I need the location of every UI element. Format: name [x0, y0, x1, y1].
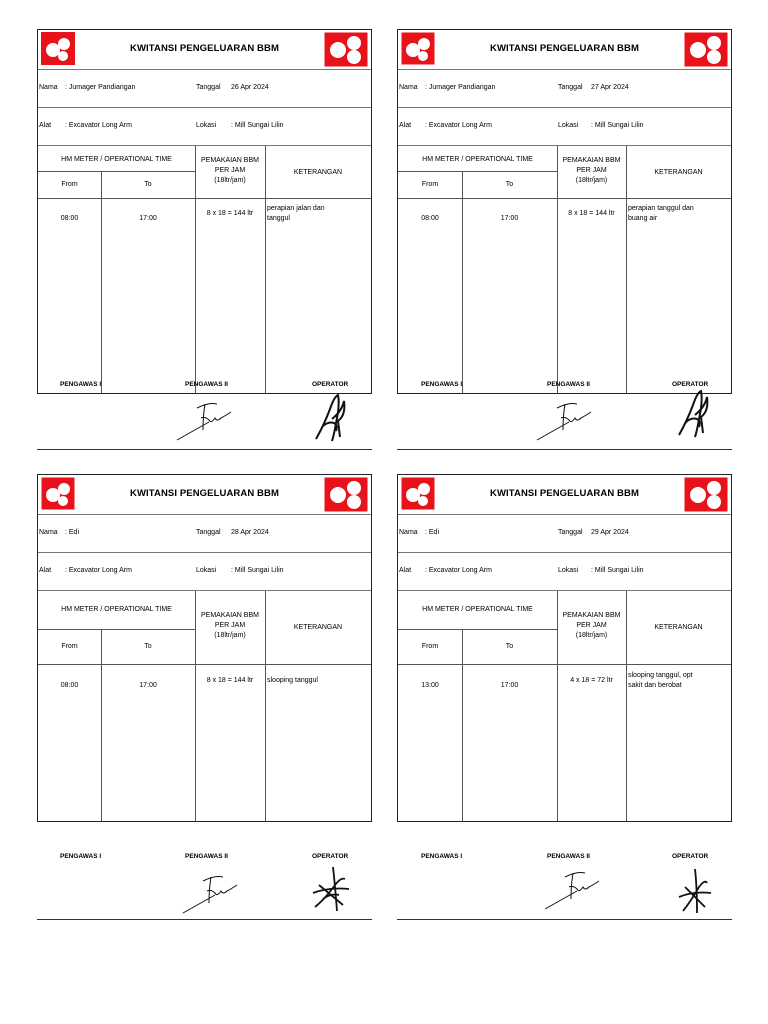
hm-meter-header: HM METER / OPERATIONAL TIME — [61, 606, 172, 613]
alat-label: Alat — [399, 567, 412, 574]
receipt-header — [38, 30, 371, 70]
nama-value: : Jumager Pandiangan — [65, 84, 136, 91]
pemakaian-value: 8 x 18 = 144 ltr — [206, 677, 254, 684]
nama-label: Nama — [39, 84, 58, 91]
row-nama-tanggal — [398, 70, 731, 108]
alat-label: Alat — [39, 122, 52, 129]
operator-signature — [675, 867, 715, 917]
tanggal-label: Tanggal — [196, 529, 221, 536]
pemakaian-value: 4 x 18 = 72 ltr — [570, 677, 613, 684]
pengawas2-label: PENGAWAS II — [185, 381, 228, 388]
alat-value: : Excavator Long Arm — [425, 122, 492, 129]
to-value: 17:00 — [139, 682, 157, 689]
company-logo-icon — [324, 32, 368, 67]
to-header: To — [505, 181, 514, 188]
row-alat-lokasi — [38, 553, 371, 591]
to-value: 17:00 — [500, 682, 519, 689]
hm-table — [398, 146, 731, 393]
alat-value: : Excavator Long Arm — [65, 122, 132, 129]
lokasi-label: Lokasi — [196, 122, 217, 129]
tanggal-value: 28 Apr 2024 — [231, 529, 269, 536]
from-value: 08:00 — [421, 215, 439, 222]
receipt-title: KWITANSI PENGELUARAN BBM — [130, 488, 279, 499]
pengawas2-label: PENGAWAS II — [185, 853, 228, 860]
hm-table — [38, 591, 371, 821]
row-nama-tanggal — [398, 515, 731, 553]
lokasi-label: Lokasi — [196, 567, 217, 574]
hm-table — [398, 591, 731, 821]
pengawas1-label: PENGAWAS I — [60, 853, 102, 860]
hm-table — [38, 146, 371, 393]
row-alat-lokasi — [398, 108, 731, 146]
from-value: 13:00 — [421, 682, 439, 689]
pemakaian-header: PEMAKAIAN BBM PER JAM (18ltr/jam) — [562, 157, 621, 184]
operator-label: OPERATOR — [672, 381, 709, 388]
lokasi-label: Lokasi — [558, 567, 579, 574]
to-value: 17:00 — [139, 215, 157, 222]
row-alat-lokasi — [38, 108, 371, 146]
pemakaian-value: 8 x 18 = 144 ltr — [206, 210, 254, 217]
receipt-title: KWITANSI PENGELUARAN BBM — [490, 488, 639, 499]
to-header: To — [144, 181, 152, 188]
receipt-box — [397, 29, 732, 394]
nama-label: Nama — [399, 84, 418, 91]
alat-label: Alat — [399, 122, 412, 129]
keterangan-value: slooping tanggul — [267, 677, 318, 684]
keterangan-header: KETERANGAN — [654, 169, 703, 176]
lokasi-value: : Mill Sungai Lilin — [591, 122, 644, 129]
pemakaian-header: PEMAKAIAN BBM PER JAM (18ltr/jam) — [201, 157, 259, 184]
receipt-title: KWITANSI PENGELUARAN BBM — [490, 43, 639, 54]
operator-signature — [309, 865, 353, 915]
lokasi-label: Lokasi — [558, 122, 579, 129]
keterangan-value: slooping tanggul, opt sakit dan berobat — [628, 672, 693, 689]
tanggal-value: 29 Apr 2024 — [591, 529, 629, 536]
tanggal-value: 27 Apr 2024 — [591, 84, 629, 91]
keterangan-header: KETERANGAN — [293, 169, 343, 176]
hm-meter-header: HM METER / OPERATIONAL TIME — [422, 606, 533, 613]
row-nama-tanggal — [38, 70, 371, 108]
company-logo-icon — [684, 32, 728, 67]
pengawas2-signature — [535, 396, 599, 442]
row-alat-lokasi — [398, 553, 731, 591]
operator-label: OPERATOR — [312, 381, 349, 388]
tanggal-label: Tanggal — [558, 529, 583, 536]
pengawas2-label: PENGAWAS II — [547, 381, 590, 388]
from-header: From — [421, 181, 439, 188]
from-value: 08:00 — [60, 682, 79, 689]
to-header: To — [505, 643, 514, 650]
tanggal-value: 26 Apr 2024 — [231, 84, 269, 91]
row-nama-tanggal — [38, 515, 371, 553]
pemakaian-header: PEMAKAIAN BBM PER JAM (18ltr/jam) — [562, 612, 621, 639]
nama-label: Nama — [39, 529, 58, 536]
operator-signature — [677, 387, 713, 439]
keterangan-value: perapian tanggul dan buang air — [628, 205, 694, 222]
operator-label: OPERATOR — [672, 853, 709, 860]
pengawas1-label: PENGAWAS I — [421, 381, 463, 388]
alat-label: Alat — [39, 567, 52, 574]
pemakaian-value: 8 x 18 = 144 ltr — [568, 210, 615, 217]
pengawas2-signature — [181, 869, 245, 915]
pengawas1-label: PENGAWAS I — [421, 853, 463, 860]
pemakaian-header: PEMAKAIAN BBM PER JAM (18ltr/jam) — [201, 612, 259, 639]
receipt-box — [37, 474, 372, 822]
keterangan-value: perapian jalan dan tanggul — [267, 205, 325, 222]
from-header: From — [421, 643, 439, 650]
receipt-box — [397, 474, 732, 822]
lokasi-value: : Mill Sungai Lilin — [591, 567, 644, 574]
from-header: From — [61, 181, 78, 188]
to-value: 17:00 — [500, 215, 519, 222]
keterangan-header: KETERANGAN — [654, 624, 703, 631]
pengawas1-label: PENGAWAS I — [60, 381, 102, 388]
from-header: From — [61, 643, 78, 650]
receipt-header — [38, 475, 371, 515]
receipt-header — [398, 475, 731, 515]
operator-signature — [314, 391, 350, 443]
pengawas2-label: PENGAWAS II — [547, 853, 590, 860]
hm-meter-header: HM METER / OPERATIONAL TIME — [61, 156, 172, 163]
receipt-title: KWITANSI PENGELUARAN BBM — [130, 43, 279, 54]
alat-value: : Excavator Long Arm — [65, 567, 132, 574]
operator-label: OPERATOR — [312, 853, 349, 860]
tanggal-label: Tanggal — [558, 84, 583, 91]
company-logo-icon — [324, 477, 368, 512]
nama-value: : Jumager Pandiangan — [425, 84, 496, 91]
lokasi-value: : Mill Sungai Lilin — [231, 567, 284, 574]
lokasi-value: : Mill Sungai Lilin — [231, 122, 284, 129]
keterangan-header: KETERANGAN — [293, 624, 343, 631]
nama-label: Nama — [399, 529, 418, 536]
pengawas2-signature — [175, 396, 239, 442]
alat-value: : Excavator Long Arm — [425, 567, 492, 574]
from-value: 08:00 — [60, 215, 79, 222]
company-logo-icon — [684, 477, 728, 512]
hm-meter-header: HM METER / OPERATIONAL TIME — [422, 156, 533, 163]
to-header: To — [144, 643, 152, 650]
receipt-header — [398, 30, 731, 70]
receipt-box — [37, 29, 372, 394]
nama-value: : Edi — [65, 529, 80, 536]
pengawas2-signature — [543, 865, 607, 911]
tanggal-label: Tanggal — [196, 84, 221, 91]
nama-value: : Edi — [425, 529, 440, 536]
